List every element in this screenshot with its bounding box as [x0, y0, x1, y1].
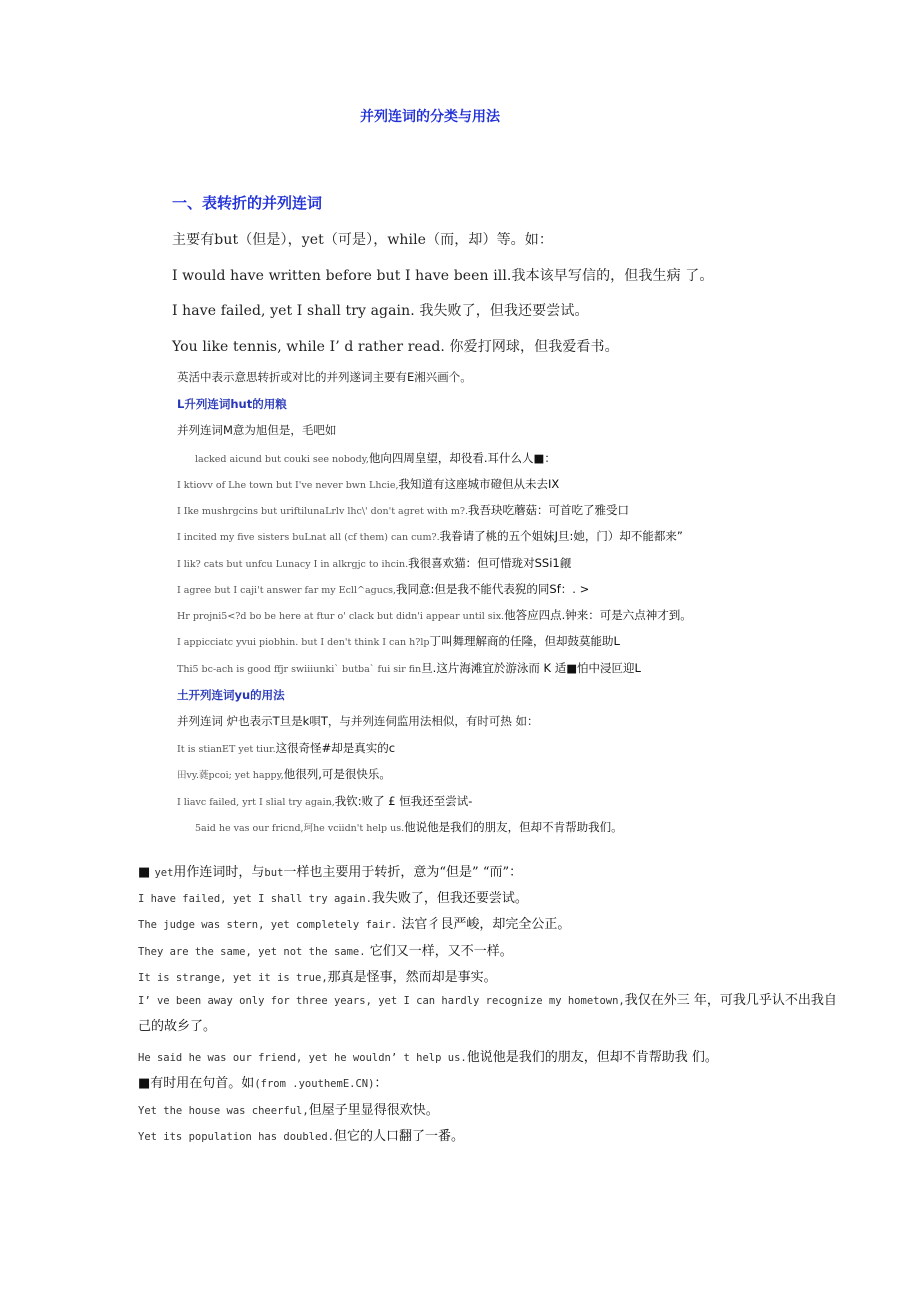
- yet-section-desc: 并列连词 炉也表示T旦是k唄T，与并列连伺监用法相似，有时可热 如：: [177, 714, 539, 728]
- example-line: I agree but I caji't answer far my Ecll^agucs,我同意:但是我不能代表猊的同Sf：. >: [177, 582, 590, 596]
- bullet-marker: ■: [138, 865, 151, 880]
- example-line: I Ike mushrgcins but uriftilunaLrlv lhc\' don't agret with m?.我吾玦吃蘑菇：可首吃了雅受口: [177, 503, 630, 517]
- section2-example: I have failed, yet I shall try again.我失败了，但我还要尝试。: [138, 891, 528, 906]
- section2-example: The judge was stern, yet completely fair. 法官彳艮严峻，却完全公正。: [138, 917, 571, 932]
- section2-wrapped-example: I’ ve been away only for three years, yet I can hardly recognize my hometown,我仅在外三 年，可我几乎认不出我自己的故乡了。: [138, 993, 837, 1034]
- but-section-heading: L升列连词hut的用粮: [177, 397, 287, 411]
- example-line: 5aid he vas our fricnd,珂he vciidn't help us.他说他是我们的朋友，但却不肯帮助我们。: [195, 820, 623, 834]
- section2-note: ■有时用在句首。如(from .youthemE.CN)：: [138, 1076, 388, 1091]
- summary-line: 英活中表示意思转折或对比的并列遂词主要有E湘兴画个。: [177, 370, 472, 384]
- example-line: I lik? cats but unfcu Lunacy I in alkrgjc to ihcin.我很喜欢猫：但可惜珑对SSi1觎: [177, 556, 572, 570]
- yet-section-heading: 土开列连词yu的用法: [177, 688, 285, 702]
- example-line: It is stianET yet tiur.这很奇怪#却是真实的c: [177, 741, 396, 755]
- intro-line: 主要有but（但是），yet（可是），while（而，却）等。如：: [172, 232, 553, 248]
- intro-line: I have failed, yet I shall try again. 我失败了，但我还要尝试。: [172, 303, 589, 319]
- section-heading-contrast: 一、表转折的并列连词: [172, 194, 323, 212]
- section2-example: Yet its population has doubled.但它的人口翻了一番。: [138, 1129, 464, 1144]
- section2-lead: ■ yet用作连词时，与but一样也主要用于转折，意为“但是” “而”：: [138, 865, 523, 880]
- example-line: I appicciatc yvui piobhin. but I den't think I can h?lp丁叫舞理解商的任隆，但却鼓莫能助L: [177, 634, 620, 648]
- example-line: I ktiovv of Lhe town but I've never bwn Lhcie,我知道有这座城市磴但从未去IX: [177, 477, 560, 491]
- example-line: 田vy.蕤pcoi; yet happy,他很列,可是很快乐。: [177, 767, 391, 781]
- section2-example: They are the same, yet not the same. 它们又一样，又不一样。: [138, 944, 513, 959]
- section2-example: Yet the house was cheerful,但屋子里显得很欢快。: [138, 1103, 439, 1118]
- page-title: 并列连词的分类与用法: [360, 109, 500, 125]
- example-line: Hr projni5<?d bo be here at ftur o' clack but didn'i appear until six.他答应四点.钟来：可是六点神才到。: [177, 608, 692, 622]
- intro-line: I would have written before but I have been ill.我本该早写信的，但我生病 了。: [172, 268, 714, 284]
- section2-example: It is strange, yet it is true,那真是怪事，然而却是事实。: [138, 970, 497, 985]
- example-line: I liavc failed, yrt I slial try again,我钦:败了 £ 恒我还至尝试-: [177, 794, 473, 808]
- example-line: I incited my five sisters buLnat all (cf them) can cum?.我眷请了桃的五个姐妹J旦:她，门）却不能都来”: [177, 529, 683, 543]
- intro-line: You like tennis, while I’ d rather read. 你爱打网球，但我爱看书。: [172, 339, 619, 355]
- example-line: Thi5 bc-ach is good ffjr swiiiunki` butba` fui sir fin旦.这片海滩宜於游泳而 K 适■怕中浸叵迎L: [177, 661, 641, 675]
- but-section-desc: 并列连词M意为旭但是，毛吧如: [177, 423, 337, 437]
- example-line: lacked aicund but couki see nobody,他向四周皇望，却役看.耳什么人■：: [195, 451, 556, 465]
- section2-example: He said he was our friend, yet he wouldn’ t help us.他说他是我们的朋友，但却不肯帮助我 们。: [138, 1050, 718, 1065]
- bullet-marker: ■: [138, 1076, 151, 1091]
